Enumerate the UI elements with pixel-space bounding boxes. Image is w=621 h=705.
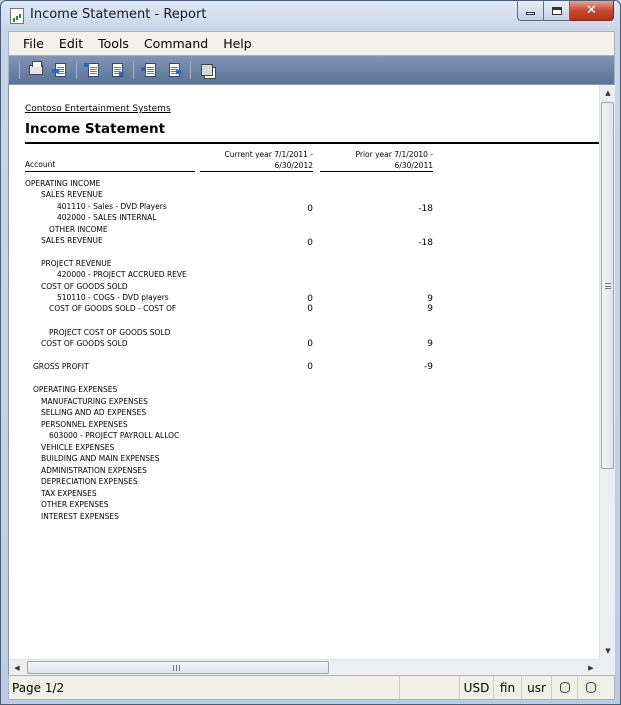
next-page-button[interactable] (140, 60, 160, 80)
current-column-rule (200, 171, 313, 172)
current-year-value: 0 (307, 362, 313, 372)
status-bar (8, 675, 615, 700)
minimize-icon (526, 12, 535, 15)
export-button[interactable] (50, 60, 70, 80)
vertical-scrollbar[interactable] (599, 85, 615, 659)
scroll-up-arrow-icon: ▲ (605, 89, 611, 97)
account-column-header: Account (25, 160, 56, 169)
table-row (9, 190, 599, 200)
horizontal-scroll-thumb[interactable] (27, 661, 329, 674)
account-label: 420000 - PROJECT ACCRUED REVE (57, 270, 187, 279)
prior-year-header-line1: Prior year 7/1/2010 - (355, 150, 433, 159)
account-label: 402000 - SALES INTERNAL (57, 213, 157, 222)
scroll-down-button[interactable] (600, 643, 616, 659)
prior-column-rule (320, 171, 433, 172)
account-label: PERSONNEL EXPENSES (41, 420, 128, 429)
account-label: ADMINISTRATION EXPENSES (41, 466, 147, 475)
current-year-header-line1: Current year 7/1/2011 - (224, 150, 313, 159)
account-label: DEPRECIATION EXPENSES (41, 477, 138, 486)
title-bar[interactable] (1, 1, 620, 31)
table-row (9, 385, 599, 395)
table-row (9, 466, 599, 476)
report-app-icon[interactable] (10, 8, 24, 24)
prior-year-value: 9 (427, 339, 433, 349)
export-arrow-icon (52, 69, 59, 73)
account-label: VEHICLE EXPENSES (41, 443, 115, 452)
vertical-grip-icon (605, 283, 611, 289)
company-name: Contoso Entertainment Systems (25, 104, 171, 114)
account-label: COST OF GOODS SOLD - COST OF (49, 304, 177, 313)
maximize-icon (552, 7, 562, 15)
menu-tools[interactable]: Tools (98, 36, 129, 51)
account-label: PROJECT COST OF GOODS SOLD (49, 328, 171, 337)
table-row (9, 179, 599, 189)
toolbar (8, 56, 615, 84)
status-empty-cell (399, 676, 459, 699)
caption-buttons (517, 1, 614, 21)
table-row (9, 259, 599, 269)
table-row (9, 512, 599, 522)
table-row (9, 236, 599, 246)
table-row (9, 500, 599, 510)
close-button[interactable] (570, 1, 614, 21)
menu-help[interactable]: Help (223, 36, 252, 51)
table-row (9, 304, 599, 314)
down-arrow-icon (176, 70, 181, 74)
scroll-left-button[interactable] (9, 660, 25, 676)
database-button[interactable] (551, 676, 577, 699)
account-label: SALES REVENUE (41, 236, 103, 245)
scroll-left-arrow-icon: ◀ (14, 664, 20, 672)
close-icon: ✕ (586, 3, 597, 18)
account-label: COST OF GOODS SOLD (41, 339, 128, 348)
session-button[interactable] (577, 676, 603, 699)
table-row (9, 420, 599, 430)
prior-year-header-line2: 6/30/2011 (394, 161, 433, 170)
account-label: OPERATING INCOME (25, 179, 101, 188)
prior-year-value: 9 (427, 294, 433, 304)
account-label: 401110 - Sales - DVD Players (57, 202, 167, 211)
table-row (9, 477, 599, 487)
account-label: OTHER EXPENSES (41, 500, 109, 509)
table-row (9, 225, 599, 235)
table-row (9, 397, 599, 407)
current-year-value: 0 (307, 204, 313, 214)
window-title: Income Statement - Report (30, 7, 207, 22)
toolbar-separator (76, 61, 77, 79)
table-row (9, 454, 599, 464)
account-label: SELLING AND AD EXPENSES (41, 408, 147, 417)
next-page-icon (145, 63, 156, 77)
menu-edit[interactable]: Edit (58, 36, 84, 51)
account-label: PROJECT REVENUE (41, 259, 112, 268)
pages-icon (201, 64, 213, 76)
horizontal-scrollbar[interactable] (9, 659, 599, 675)
report-viewer (8, 84, 615, 675)
minimize-button[interactable] (517, 1, 544, 21)
multi-page-button[interactable] (197, 60, 217, 80)
menu-file[interactable]: File (23, 36, 44, 51)
scroll-right-button[interactable] (583, 660, 599, 676)
table-row (9, 408, 599, 418)
current-year-column-header (199, 149, 313, 171)
up-arrow-icon (84, 63, 89, 67)
scroll-up-button[interactable] (600, 85, 616, 101)
print-button[interactable] (26, 60, 46, 80)
vertical-scroll-thumb[interactable] (601, 102, 614, 469)
prior-year-value: -18 (418, 204, 433, 214)
account-label: TAX EXPENSES (41, 489, 97, 498)
table-row (9, 443, 599, 453)
table-row (9, 270, 599, 280)
menu-bar (8, 31, 615, 56)
first-page-button[interactable] (83, 60, 103, 80)
menu-command[interactable]: Command (143, 36, 209, 51)
previous-page-button[interactable] (107, 60, 127, 80)
account-label: COST OF GOODS SOLD (41, 282, 128, 291)
table-row (9, 339, 599, 349)
maximize-button[interactable] (544, 1, 570, 21)
user-indicator[interactable]: usr (521, 676, 551, 699)
table-row (9, 293, 599, 303)
prior-year-value: -18 (418, 238, 433, 248)
currency-indicator[interactable]: USD (459, 676, 493, 699)
report-page (9, 85, 599, 659)
account-label: GROSS PROFIT (33, 362, 89, 371)
database-icon (560, 682, 570, 693)
table-row (9, 431, 599, 441)
table-row (9, 362, 599, 372)
table-row (9, 213, 599, 223)
scrollbar-corner (599, 659, 615, 675)
table-row (9, 489, 599, 499)
page-indicator: Page 1/2 (12, 680, 65, 695)
prior-year-column-header (319, 149, 433, 171)
first-page-icon (88, 63, 99, 77)
scroll-down-arrow-icon: ▼ (605, 647, 611, 655)
table-row (9, 328, 599, 338)
current-year-value: 0 (307, 294, 313, 304)
account-label: OPERATING EXPENSES (33, 385, 118, 394)
current-year-header-line2: 6/30/2012 (274, 161, 313, 170)
current-year-value: 0 (307, 238, 313, 248)
company-indicator[interactable]: fin (493, 676, 521, 699)
account-label: 510110 - COGS - DVD players (57, 293, 169, 302)
table-row (9, 202, 599, 212)
toolbar-separator (190, 61, 191, 79)
account-column-rule (25, 171, 195, 172)
table-row (9, 282, 599, 292)
prior-year-value: -9 (424, 362, 433, 372)
account-label: OTHER INCOME (49, 225, 108, 234)
current-year-value: 0 (307, 339, 313, 349)
horizontal-grip-icon (173, 665, 180, 671)
account-label: MANUFACTURING EXPENSES (41, 397, 148, 406)
title-rule (25, 142, 599, 144)
prior-year-value: 9 (427, 304, 433, 314)
up-arrow-icon (141, 67, 146, 71)
toolbar-separator (133, 61, 134, 79)
scroll-right-arrow-icon: ▶ (588, 664, 594, 672)
session-icon (586, 682, 596, 693)
report-title: Income Statement (25, 121, 166, 137)
account-label: SALES REVENUE (41, 190, 103, 199)
account-label: INTEREST EXPENSES (41, 512, 119, 521)
toolbar-separator (19, 61, 20, 79)
printer-icon (29, 65, 43, 75)
current-year-value: 0 (307, 304, 313, 314)
account-label: 603000 - PROJECT PAYROLL ALLOC (49, 431, 180, 440)
account-label: BUILDING AND MAIN EXPENSES (41, 454, 160, 463)
down-arrow-icon (119, 72, 124, 76)
last-page-button[interactable] (164, 60, 184, 80)
